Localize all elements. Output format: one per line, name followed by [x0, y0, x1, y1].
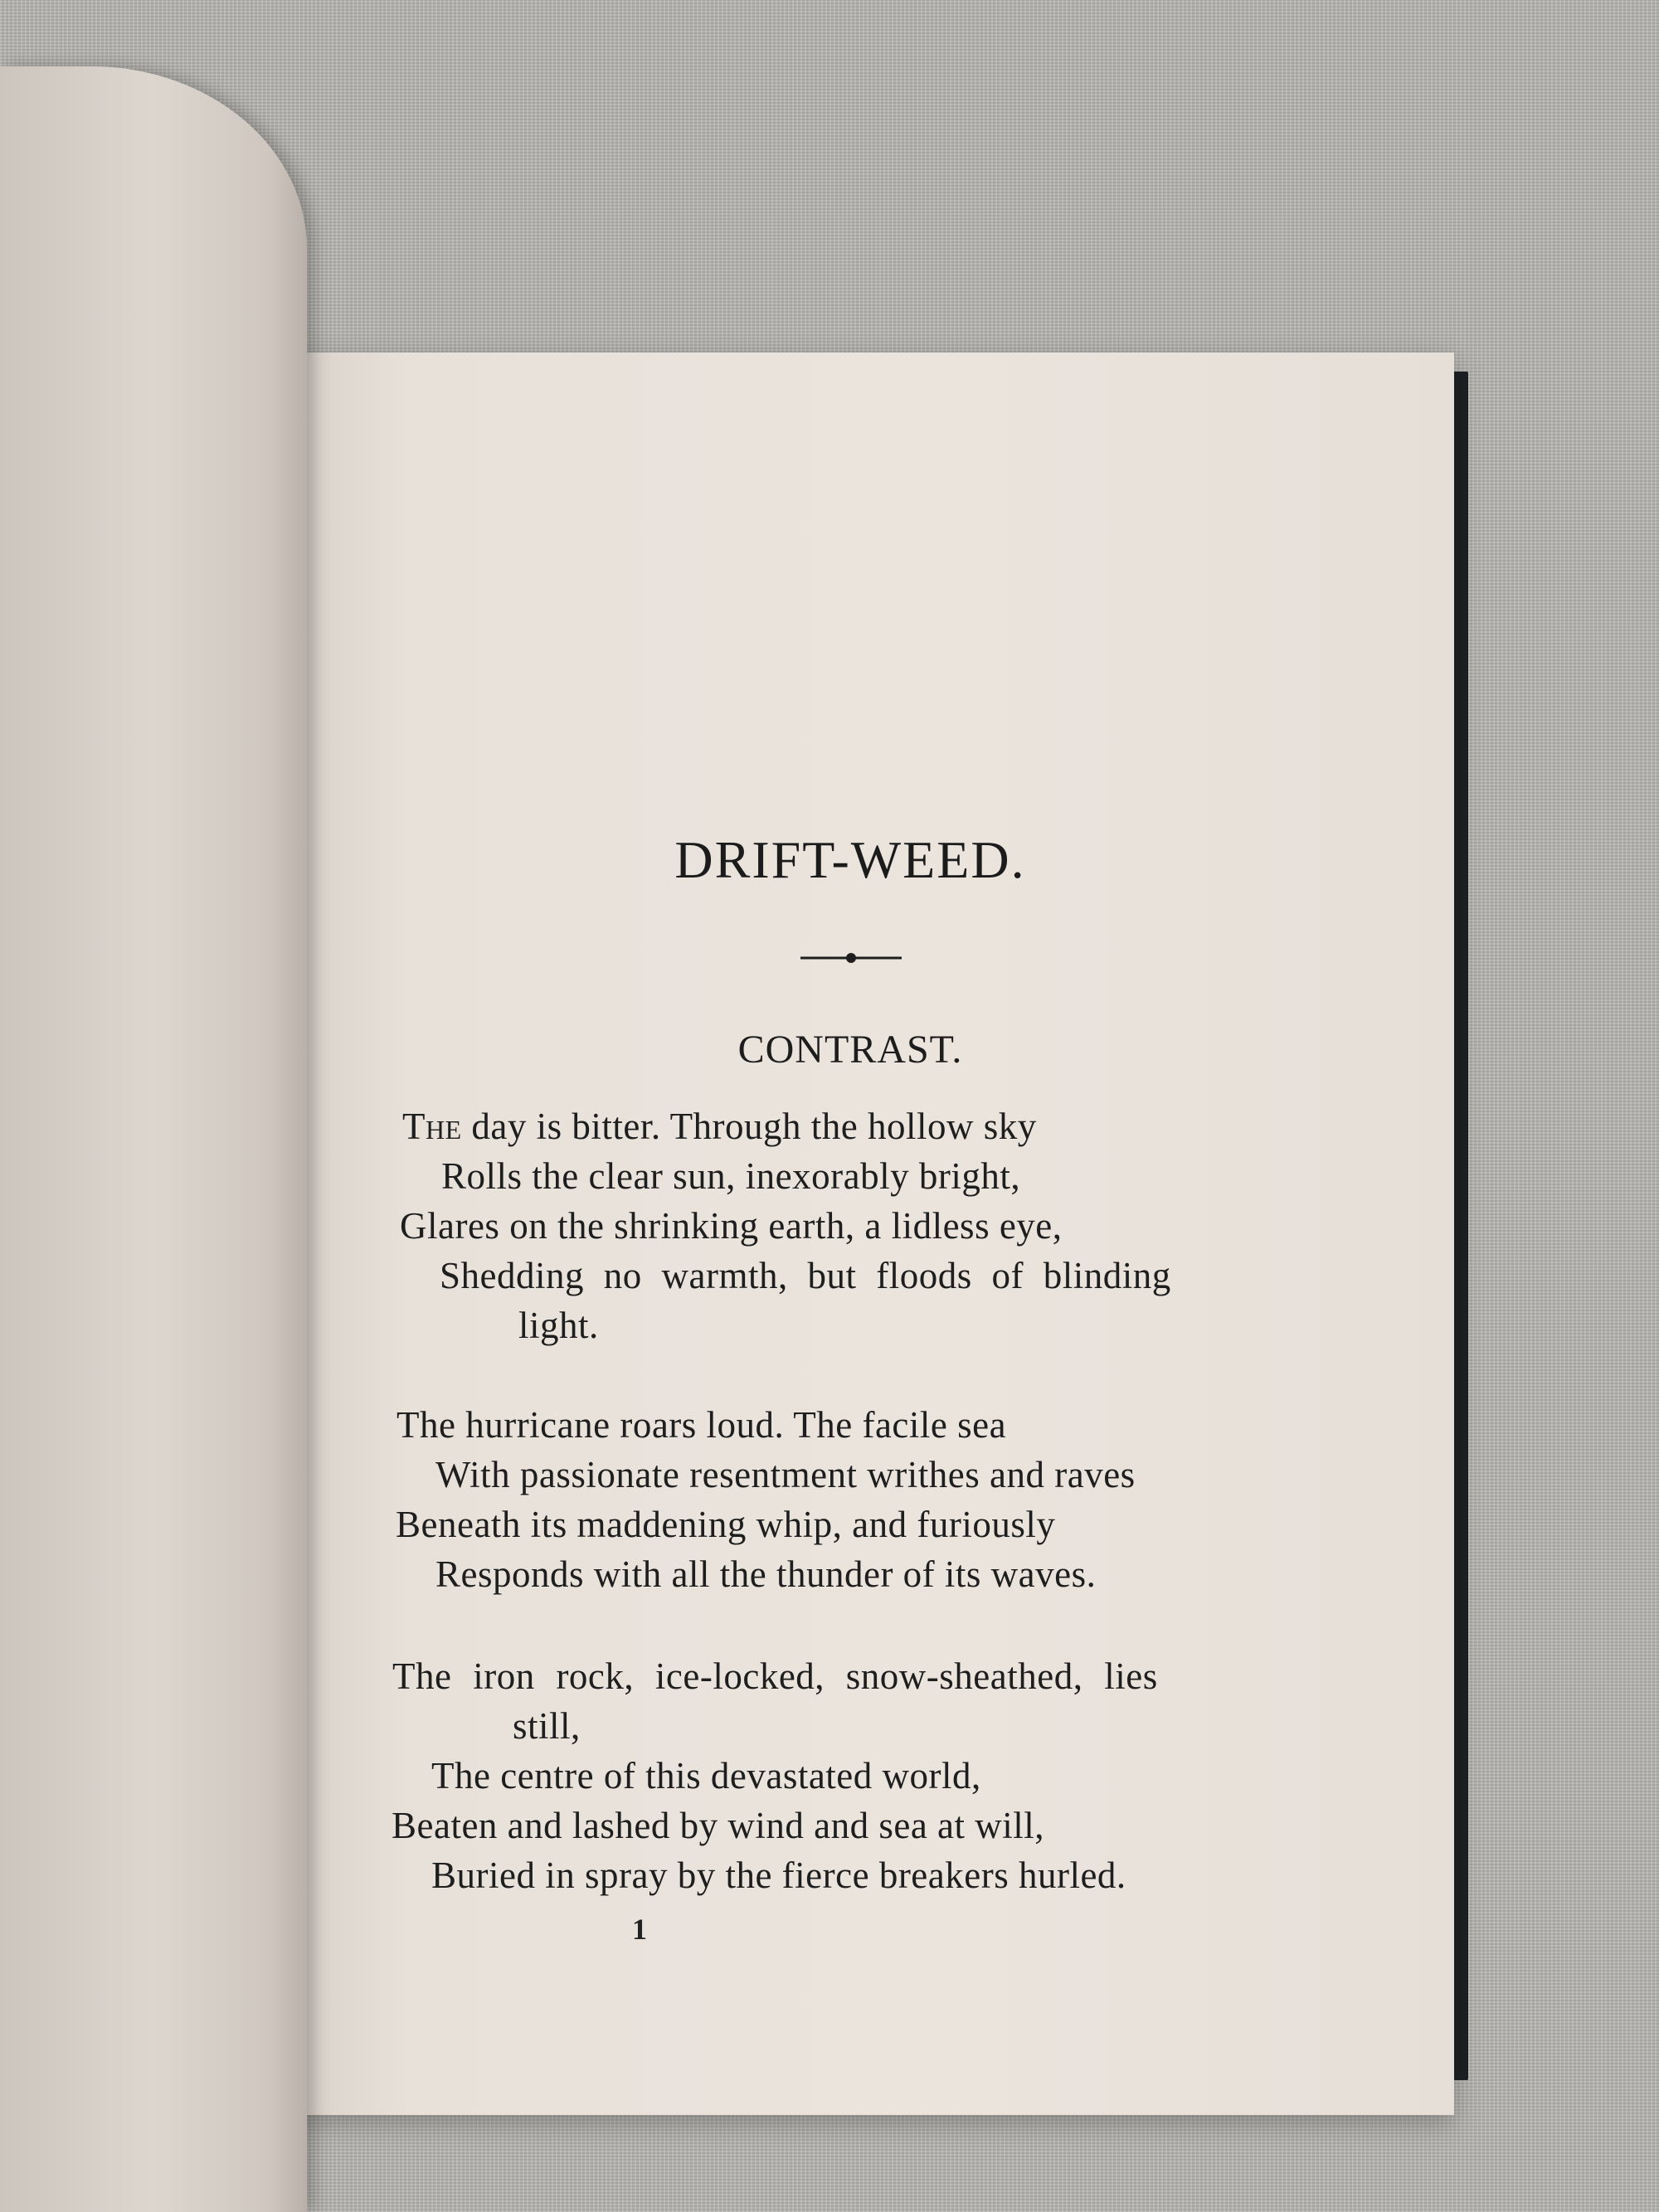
poem-line: Responds with all the thunder of its waves.: [435, 1553, 1097, 1595]
poem-line: Beneath its maddening whip, and furiously: [396, 1504, 1056, 1545]
poem-line: The centre of this devastated world,: [431, 1755, 981, 1796]
poem-line: With passionate resentment writhes and raves: [435, 1454, 1136, 1495]
drop-word: The: [402, 1106, 462, 1147]
poem-line: light.: [518, 1305, 599, 1346]
left-page: [0, 66, 307, 2212]
poem-line: Buried in spray by the fierce breakers hurled.: [431, 1855, 1126, 1896]
ornament-divider-icon: [800, 952, 902, 964]
poem-title: CONTRAST.: [737, 1028, 963, 1072]
poem-line: [402, 1105, 1037, 1148]
poem-line: still,: [513, 1705, 581, 1747]
line-text: day is bitter. Through the hollow sky: [461, 1106, 1037, 1147]
book-title: DRIFT-WEED.: [674, 830, 1026, 889]
poem-line: Shedding no warmth, but floods of blinding: [440, 1255, 1171, 1296]
poem-line: Beaten and lashed by wind and sea at will,: [392, 1805, 1045, 1846]
page-number: 1: [632, 1913, 647, 1946]
poem-line: The hurricane roars loud. The facile sea: [397, 1404, 1007, 1446]
poem-line: The iron rock, ice-locked, snow-sheathed, lies: [392, 1655, 1158, 1697]
poem-line: Glares on the shrinking earth, a lidless eye,: [400, 1205, 1063, 1247]
poem-line: Rolls the clear sun, inexorably bright,: [441, 1155, 1021, 1197]
